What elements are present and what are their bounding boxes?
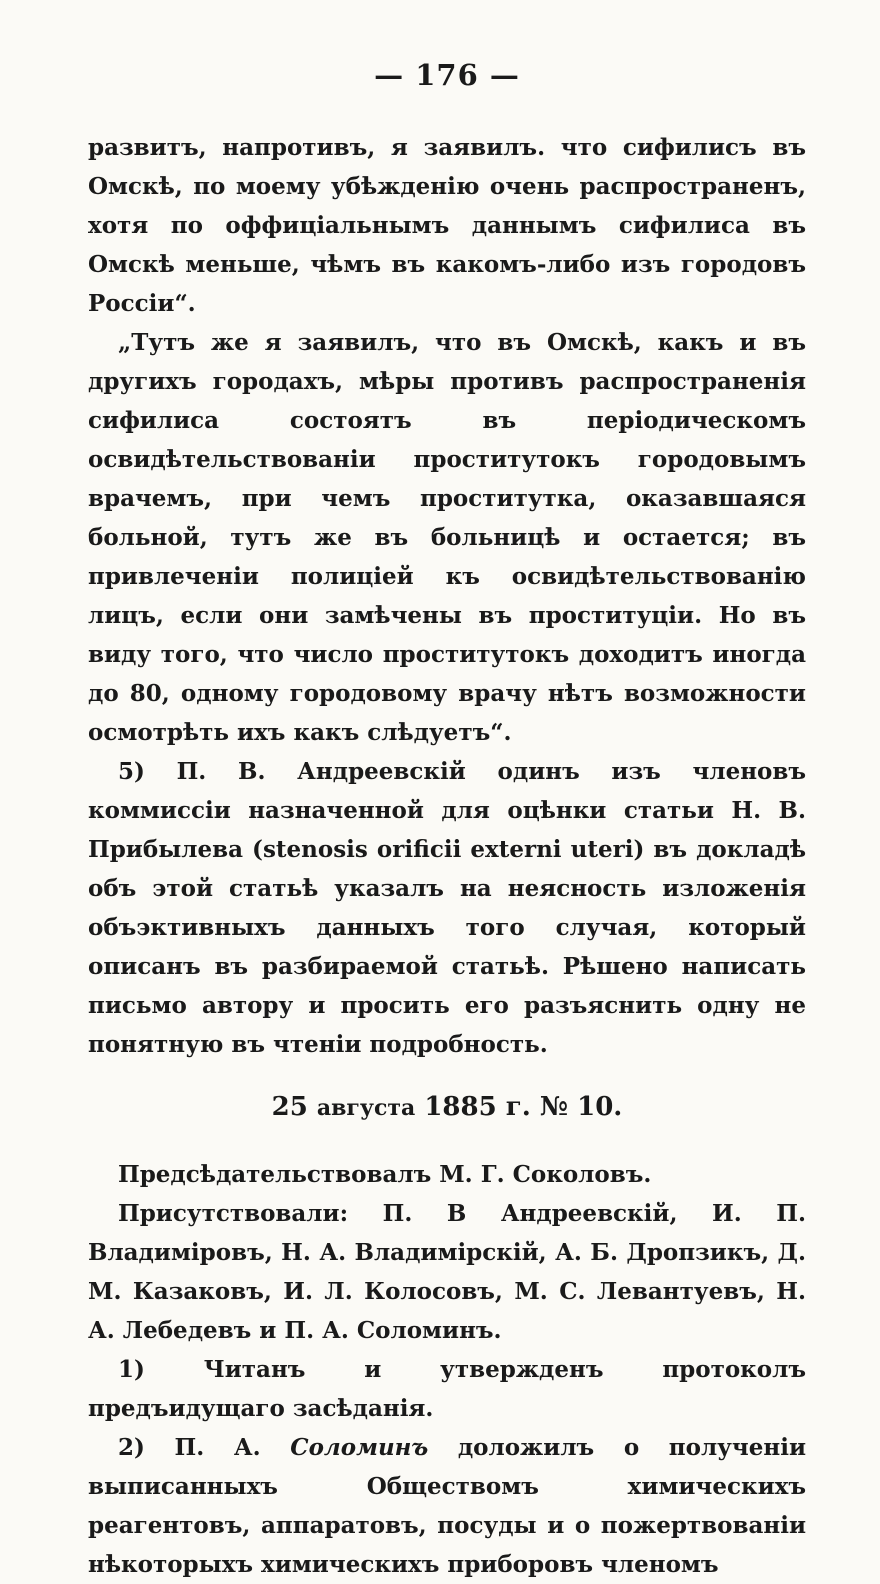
meeting-month: августа xyxy=(316,1095,416,1121)
meeting-year: 1885 г. xyxy=(424,1092,531,1122)
present-paragraph: Присутствовали: П. В Андреевскій, И. П. Владиміровъ, Н. А. Владимірскій, А. Б. Дропзикъ, Д. М. Казаковъ, И. Л. Колосовъ, М. С. Левантуевъ, Н. А. Лебедевъ и П. А. Соломинъ. xyxy=(88,1200,806,1344)
paragraph-3: 5) П. В. Андреевскій одинъ изъ членовъ коммиссіи назначенной для оцѣнки статьи Н. В. Прибылева (stenosis orificii externi uteri) въ докладѣ объ этой статьѣ указалъ на неясность изложенія объэктивныхъ данныхъ того случая, который описанъ въ разбираемой статьѣ. Рѣшено написать письмо автору и просить его разъяснить одну не понятную въ чтеніи подробность. xyxy=(88,758,806,1058)
item-2-name: Соломинъ xyxy=(290,1434,429,1461)
meeting-heading xyxy=(88,1084,806,1131)
item-2-paragraph xyxy=(88,1428,806,1584)
meeting-number: № 10. xyxy=(539,1092,623,1122)
meeting-date: 25 xyxy=(271,1092,308,1122)
paragraph-2: „Тутъ же я заявилъ, что въ Омскѣ, какъ и въ другихъ городахъ, мѣры противъ распространенія сифилиса состоятъ въ періодическомъ освидѣтельствованіи проститутокъ городовымъ врачемъ, при чемъ проститутка, оказавшаяся больной, тутъ же въ больницѣ и остается; въ привлеченіи полиціей къ освидѣтельствованію лицъ, если они замѣчены въ проституціи. Но въ виду того, что число проститутокъ доходитъ иногда до 80, одному городовому врачу нѣтъ возможности осмотрѣть ихъ какъ слѣдуетъ“. xyxy=(88,329,806,746)
page-number: — 176 — xyxy=(374,58,520,92)
item-2-text: доложилъ о полученіи выписанныхъ Обществомъ химическихъ реагентовъ, аппаратовъ, посуды и о пожертвованіи нѣкоторыхъ химическихъ приборовъ членомъ xyxy=(88,1434,806,1578)
chair-paragraph: Предсѣдательствовалъ М. Г. Соколовъ. xyxy=(118,1161,652,1188)
item-1-paragraph: 1) Читанъ и утвержденъ протоколъ предъидущаго засѣданія. xyxy=(88,1356,806,1422)
paragraph-1: развитъ, напротивъ, я заявилъ. что сифилисъ въ Омскѣ, по моему убѣжденію очень распространенъ, хотя по оффиціальнымъ даннымъ сифилиса въ Омскѣ меньше, чѣмъ въ какомъ-либо изъ городовъ Россіи“. xyxy=(88,134,806,317)
item-2-prefix: 2) П. А. xyxy=(118,1434,261,1461)
document-page xyxy=(88,52,806,1584)
